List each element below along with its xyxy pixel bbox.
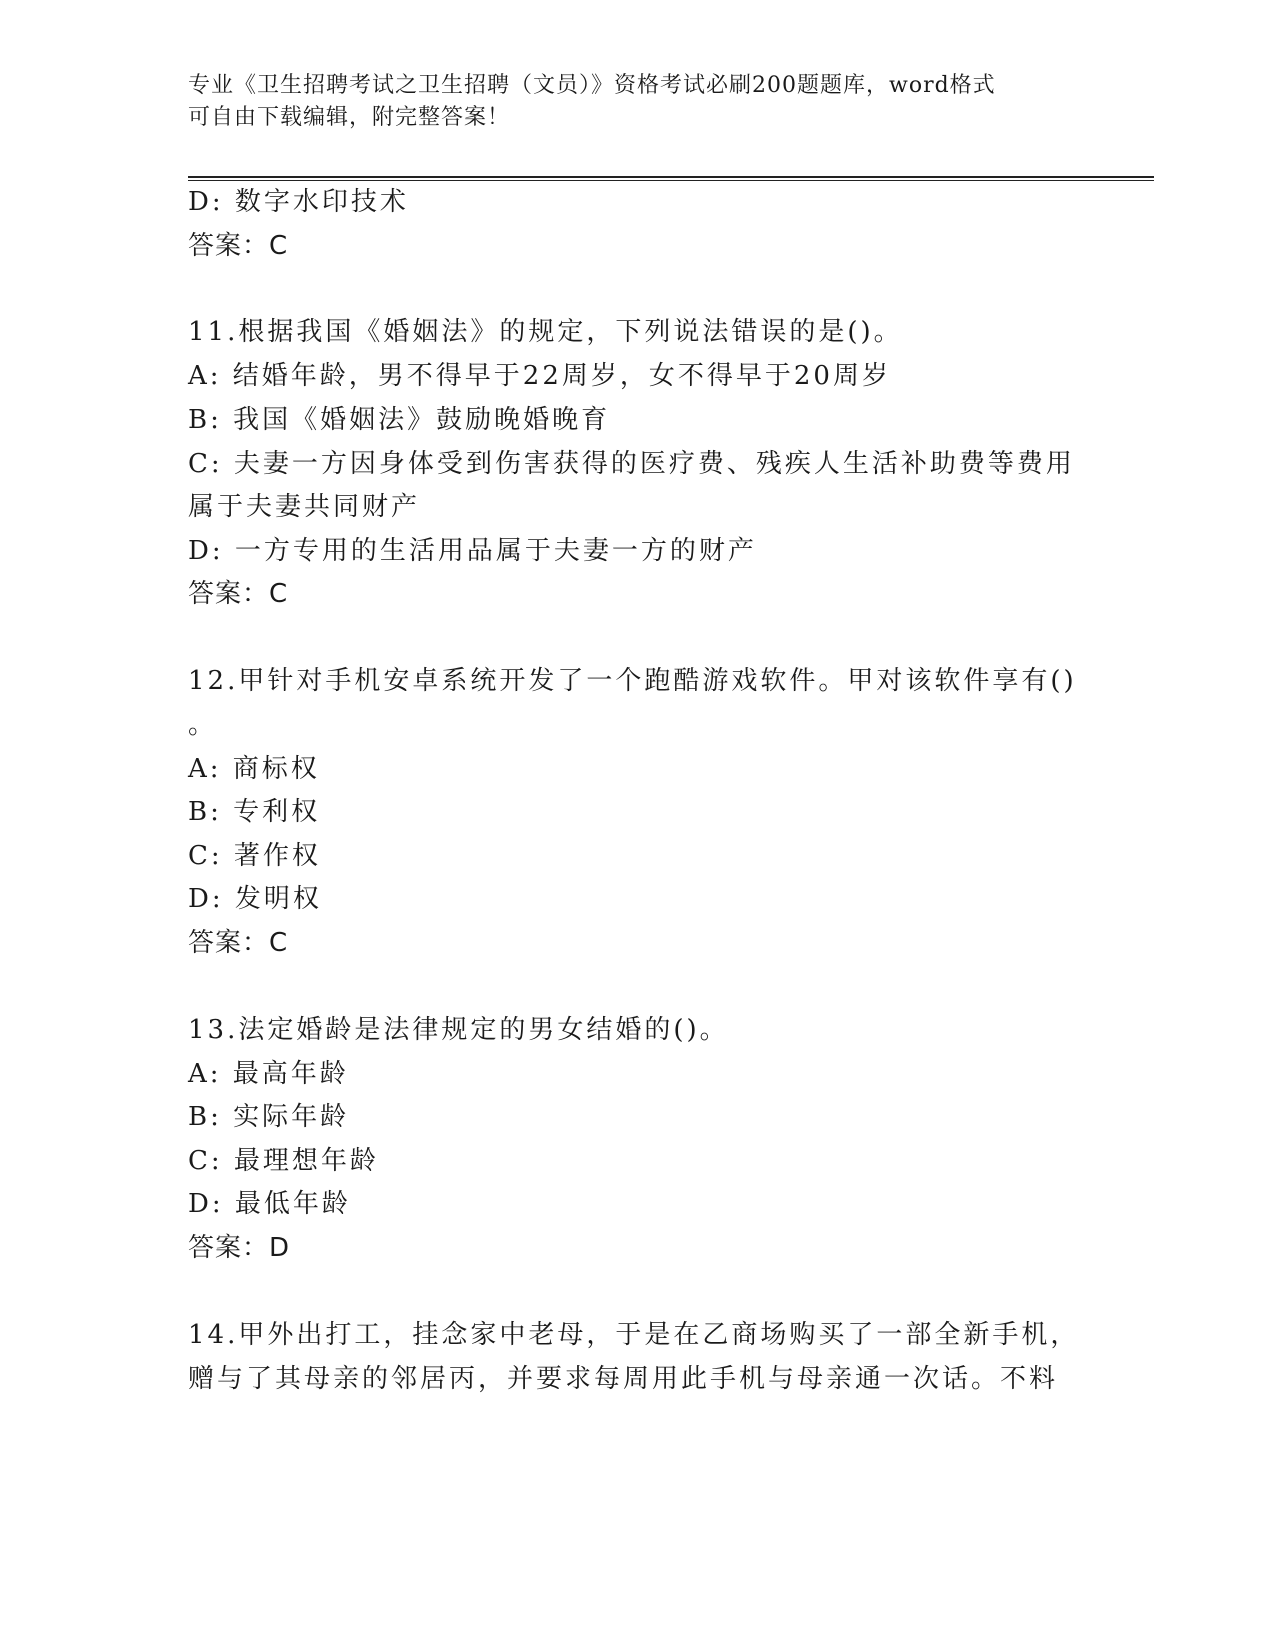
q11-stem-line-1: 11.根据我国《婚姻法》的规定，下列说法错误的是()。 [188, 317, 903, 347]
q11-answer: 答案：C [188, 579, 289, 609]
prev-answer: 答案：C [188, 231, 289, 261]
q14-stem-line-2: 赠与了其母亲的邻居丙，并要求每周用此手机与母亲通一次话。不料 [188, 1364, 1059, 1394]
q12-option-b: B: 专利权 [188, 797, 321, 827]
header-divider [188, 176, 1154, 181]
header-line-1: 专业《卫生招聘考试之卫生招聘（文员）》资格考试必刷200题题库，word格式 [188, 73, 996, 98]
prev-option-d: D: 数字水印技术 [188, 187, 409, 217]
q14-stem-line-1: 14.甲外出打工，挂念家中老母，于是在乙商场购买了一部全新手机， [188, 1320, 1080, 1350]
q11-option-b: B: 我国《婚姻法》鼓励晚婚晚育 [188, 405, 611, 435]
q12-stem-line-1: 12.甲针对手机安卓系统开发了一个跑酷游戏软件。甲对该软件享有() [188, 666, 1077, 696]
header-line-2: 可自由下载编辑，附完整答案！ [188, 105, 511, 130]
q13-option-c: C: 最理想年龄 [188, 1146, 379, 1176]
q13-stem-line-1: 13.法定婚龄是法律规定的男女结婚的()。 [188, 1015, 729, 1045]
document-header [188, 70, 1068, 134]
q12-stem-line-2: 。 [188, 710, 218, 740]
q13-option-d: D: 最低年龄 [188, 1189, 351, 1219]
q12-option-a: A: 商标权 [188, 754, 320, 784]
q12-answer: 答案：C [188, 928, 289, 958]
q11-option-d: D: 一方专用的生活用品属于夫妻一方的财产 [188, 536, 757, 566]
q13-option-b: B: 实际年龄 [188, 1102, 350, 1132]
q12-option-c: C: 著作权 [188, 841, 321, 871]
q11-option-c-line-2: 属于夫妻共同财产 [188, 492, 421, 522]
q13-answer: 答案：D [188, 1233, 291, 1263]
q11-option-c-line-1: C: 夫妻一方因身体受到伤害获得的医疗费、残疾人生活补助费等费用 [188, 449, 1075, 479]
q12-option-d: D: 发明权 [188, 884, 322, 914]
q11-option-a: A: 结婚年龄，男不得早于22周岁，女不得早于20周岁 [188, 361, 891, 391]
q13-option-a: A: 最高年龄 [188, 1059, 349, 1089]
